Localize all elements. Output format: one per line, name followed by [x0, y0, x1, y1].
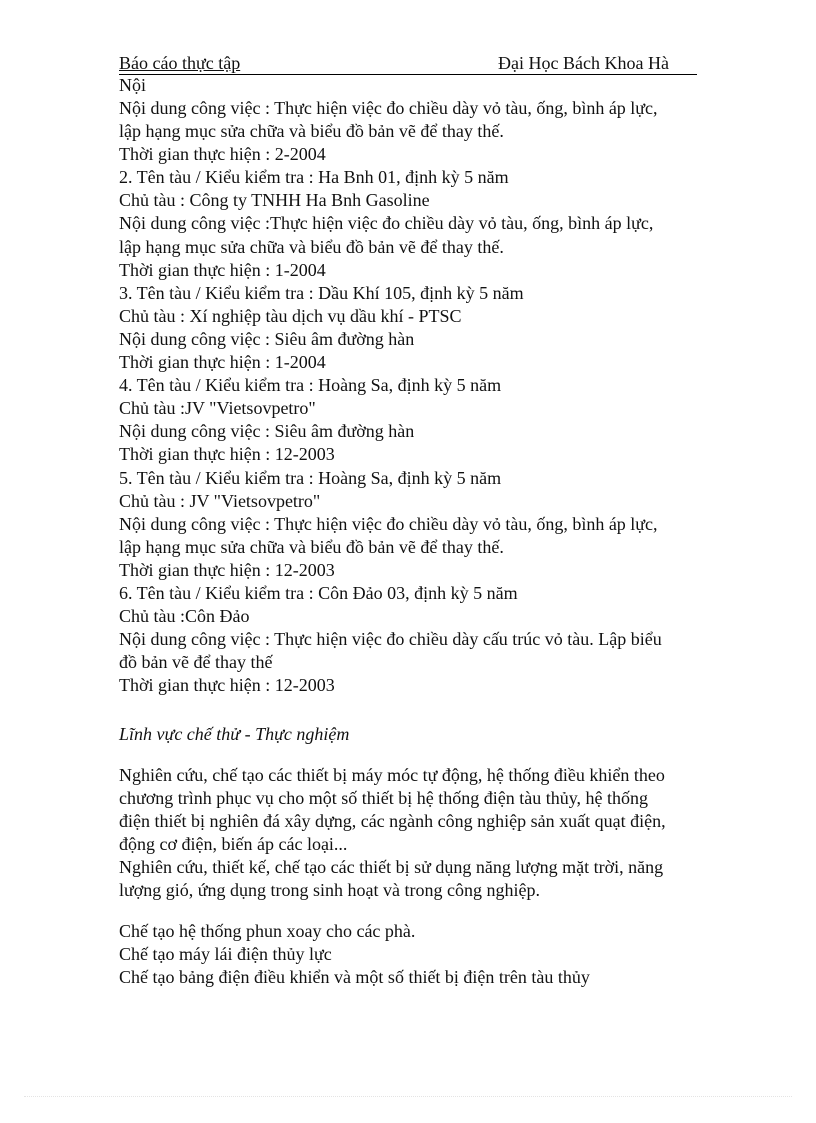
text-line: Nội dung công việc : Thực hiện việc đo chiều dày cấu trúc vỏ tàu. Lập biểu	[119, 629, 662, 650]
section-heading: Lĩnh vực chế thử - Thực nghiệm	[119, 724, 350, 744]
text-line: chương trình phục vụ cho một số thiết bị hệ thống điện tàu thủy, hệ thống	[119, 788, 649, 809]
ship-inspection-list	[119, 97, 699, 697]
text-line: Thời gian thực hiện : 2-2004	[119, 144, 326, 165]
text-line: Thời gian thực hiện : 12-2003	[119, 559, 335, 580]
text-line: Nghiên cứu, chế tạo các thiết bị máy móc tự động, hệ thống điều khiển theo	[119, 765, 665, 785]
text-line: Chế tạo máy lái điện thủy lực	[119, 944, 332, 965]
header-continuation: Nội	[119, 75, 146, 95]
text-line: 5. Tên tàu / Kiểu kiểm tra : Hoàng Sa, định kỳ 5 năm	[119, 467, 502, 488]
product-list	[119, 920, 699, 989]
text-line: điện thiết bị nghiên đá xây dựng, các ngành công nghiệp sản xuất quạt điện,	[119, 811, 666, 832]
text-line: Nội dung công việc : Siêu âm đường hàn	[119, 421, 415, 442]
text-line: đồ bản vẽ để thay thế	[119, 652, 273, 673]
text-line: Chủ tàu : JV "Vietsovpetro"	[119, 490, 321, 511]
header-right-title: Đại Học Bách Khoa Hà	[498, 53, 669, 73]
text-line: 6. Tên tàu / Kiểu kiểm tra : Côn Đảo 03, định kỳ 5 năm	[119, 582, 518, 603]
text-line: Chế tạo hệ thống phun xoay cho các phà.	[119, 921, 416, 941]
research-paragraphs	[119, 764, 699, 903]
text-line: Nội dung công việc : Siêu âm đường hàn	[119, 328, 415, 349]
text-line: 4. Tên tàu / Kiểu kiểm tra : Hoàng Sa, định kỳ 5 năm	[119, 375, 502, 396]
text-line: lập hạng mục sửa chữa và biểu đồ bản vẽ để thay thế.	[119, 121, 504, 142]
text-line: Nội dung công việc : Thực hiện việc đo chiều dày vỏ tàu, ống, bình áp lực,	[119, 513, 658, 534]
page-header	[119, 52, 697, 75]
text-line: Nghiên cứu, thiết kế, chế tạo các thiết bị sử dụng năng lượng mặt trời, năng	[119, 857, 664, 878]
text-line: Nội dung công việc :Thực hiện việc đo chiều dày vỏ tàu, ống, bình áp lực,	[119, 213, 654, 234]
text-line: Chủ tàu :JV "Vietsovpetro"	[119, 398, 316, 419]
text-line: Nội dung công việc : Thực hiện việc đo chiều dày vỏ tàu, ống, bình áp lực,	[119, 98, 658, 118]
text-line: Thời gian thực hiện : 1-2004	[119, 259, 326, 280]
text-line: lượng gió, ứng dụng trong sinh hoạt và trong công nghiệp.	[119, 880, 540, 901]
text-line: động cơ điện, biến áp các loại...	[119, 834, 348, 855]
text-line: Chủ tàu : Công ty TNHH Ha Bnh Gasoline	[119, 190, 430, 211]
text-line: Thời gian thực hiện : 1-2004	[119, 352, 326, 373]
text-line: Chủ tàu : Xí nghiệp tàu dịch vụ dầu khí - PTSC	[119, 305, 462, 326]
text-line: Chế tạo bảng điện điều khiển và một số thiết bị điện trên tàu thủy	[119, 967, 590, 988]
page-bottom-divider	[24, 1096, 792, 1097]
text-line: lập hạng mục sửa chữa và biểu đồ bản vẽ để thay thế.	[119, 536, 504, 557]
text-line: Thời gian thực hiện : 12-2003	[119, 444, 335, 465]
text-line: lập hạng mục sửa chữa và biểu đồ bản vẽ để thay thế.	[119, 236, 504, 257]
header-left-title: Báo cáo thực tập	[119, 53, 241, 73]
text-line: Thời gian thực hiện : 12-2003	[119, 675, 335, 696]
text-line: Chủ tàu :Côn Đảo	[119, 606, 250, 627]
text-line: 2. Tên tàu / Kiểu kiểm tra : Ha Bnh 01, định kỳ 5 năm	[119, 167, 509, 188]
text-line: 3. Tên tàu / Kiểu kiểm tra : Dầu Khí 105, định kỳ 5 năm	[119, 282, 524, 303]
